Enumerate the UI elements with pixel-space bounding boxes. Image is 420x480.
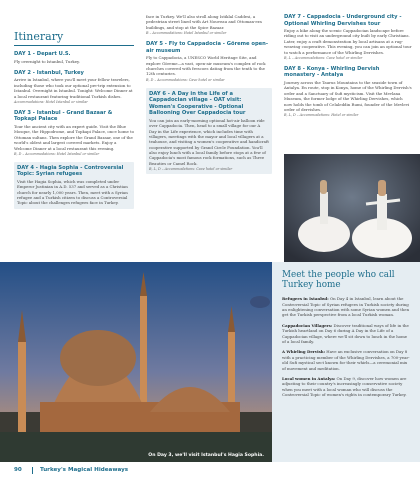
itinerary-day	[284, 66, 412, 117]
meet-paragraph-text: On Day 9, discover how women are adjusting to their country's increasingly conservative society when you meet with a local woman who will discuss the Controversial Topic of women's rights in contemporary Turkey.	[282, 375, 407, 398]
itinerary-column-1	[14, 30, 134, 215]
day-meals: B, D – Accommodations: Cave hotel or similar	[146, 77, 225, 82]
page-footer	[0, 462, 420, 480]
meet-the-people-box	[272, 262, 420, 462]
meet-paragraph	[282, 349, 412, 371]
day-body: face in Turkey. We'll also stroll along Istiklal Caddesi, a pedestrian street lined with Art Nouveau and Ottoman-era buildings, and stop at the Spice Bazaar.	[146, 14, 262, 30]
day-body: Visit the Hagia Sophia, which was completed under Emperor Justinian in A.D. 537 and served as a Christian church for nearly 1,000 years. Then, meet with a Syrian refugee and a Turkish citizen to discuss a Controversial Topic about the challenges refugees face in Turkey.	[17, 178, 128, 206]
itinerary-day	[14, 110, 134, 156]
day-heading: DAY 8 - Konya - Whirling Dervish monastery - Antalya	[284, 65, 380, 79]
meet-paragraph-text: Discover traditional ways of life in the Turkish heartland on Day 6 during A Day in the Life of a Cappadocian village, where we'll sit down to lunch in the home of a local family.	[282, 322, 409, 344]
itinerary-day	[284, 14, 412, 60]
meet-paragraph	[282, 376, 412, 398]
day-meals: Accommodations: Hotel Istanbul or similar	[14, 99, 88, 104]
itinerary-day	[146, 41, 272, 82]
day-body: Arrive in Istanbul, where you'll meet your fellow travelers, including those who took our optional pre-trip extension to Istanbul. Overnight in Istanbul. Tonight: Welcome Dinner at a local restaurant featuring traditional Turkish dishes.	[14, 77, 133, 99]
photo-caption: On Day 3, we'll visit Istanbul's Hagia Sophia.	[148, 453, 264, 458]
day-heading: DAY 4 - Hagia Sophia - Controversial Topic: Syrian refugees	[17, 164, 124, 178]
meet-paragraph-lead: Local women in Antalya:	[282, 375, 336, 381]
itinerary-day	[14, 70, 134, 104]
day-body: Tour the ancient city with an expert guide. Visit the Blue Mosque, the Hippodrome, and Topkapi Palace, once home to Ottoman sultans. Then explore the Grand Bazaar, one of the world's oldest and largest covered markets. Enjoy a Welcome Dinner at a local restaurant this evening.	[14, 123, 134, 151]
day-meals: B, L, D – Accommodations: Hotel or similar	[284, 113, 359, 118]
day-body: Enjoy a hike along the scenic Cappadocian landscape before riding out to visit an underground city built by early Christians. Later, enjoy a craft demonstration by local artisans at a rug-weaving cooperative. This evening, you can join an optional tour to watch a performance of the Whirling Dervishes.	[284, 28, 412, 55]
itinerary-day	[146, 14, 272, 35]
day-body: You can join an early-morning optional hot-air balloon ride over Cappadocia. Then, head to a small village for our A Day in the Life experience, which includes time with villagers, meetings with the mayor and local villagers at a teahouse, and visiting a women's cooperative and handicraft cooperative supported by Grand Circle Foundation. You'll also enjoy lunch with a local family before stops at a few of Cappadocia's most famous rock formations, such as Three Beauties or Camel Rock.	[149, 117, 269, 166]
day-heading: DAY 6 - A Day in the Life of a Cappadocian village - OAT visit: Women's Cooperative - Optional Ballooning Over Cappadocia tour	[149, 90, 246, 117]
itinerary-column-3	[284, 14, 412, 123]
day-body: Fly to Cappadocia, a UNESCO World Heritage Site, and explore Göreme—a vast, open-air museum's complex of rock churches covered with frescoes dating from the tenth to the 12th centuries.	[146, 55, 266, 77]
meet-paragraph-lead: A Whirling Dervish:	[282, 349, 326, 355]
hagia-sophia-photo	[0, 262, 272, 462]
meet-title: Meet the people who call Turkey home	[282, 270, 395, 291]
day-heading: DAY 2 - Istanbul, Turkey	[14, 69, 84, 76]
page-number: 90	[14, 467, 22, 473]
meet-paragraph-text: Have an exclusive conversation on Day 8 with a practicing member of the Whirling Dervishes, a 700-year-old Sufi mystical sect known for their whirls—a ceremonial mix of movement and meditation.	[282, 349, 410, 371]
day-body: Fly overnight to Istanbul, Turkey.	[14, 58, 80, 64]
footer-divider	[32, 467, 33, 474]
whirling-dervish-photo	[284, 154, 420, 262]
day-heading: DAY 5 - Fly to Cappadocia - Göreme open-air museum	[146, 41, 269, 54]
itinerary-day-highlight	[14, 162, 134, 209]
itinerary-title: Itinerary	[14, 30, 134, 46]
day-heading: DAY 1 - Depart U.S.	[14, 51, 71, 57]
itinerary-day-highlight	[146, 88, 272, 175]
meet-paragraph	[282, 323, 412, 345]
day-meals: B, L – Accommodations: Cave hotel or similar	[284, 55, 363, 60]
meet-paragraph	[282, 296, 412, 318]
meet-paragraph-lead: Refugees in Istanbul:	[282, 296, 329, 302]
meet-paragraph-text: On Day 4 in Istanbul, learn about the Controversial Topic of Syrian refugees in Turkish society during an enlightening conversation with some Syrian women and then get the Turkish perspective from a local Turkish woman.	[282, 296, 410, 318]
day-meals: B, L, D – Accommodations: Cave hotel or similar	[149, 167, 233, 172]
day-heading: DAY 7 - Cappadocia - Underground city - Optional Whirling Dervishes tour	[284, 14, 402, 27]
itinerary-column-2	[146, 14, 272, 180]
book-title: Turkey's Magical Hideaways	[40, 467, 129, 473]
day-body: Journey across the Taurus Mountains to the seaside town of Antalya. En route, stop in Konya, home of the Whirling Dervish's order and a Sanctuary of Sufi mysticism. Visit the Mevlana Museum, the former lodge of the Whirling Dervishes, which now holds the tomb of Celaleddin Rumi, founder of the Mevlevi order of dervishes.	[284, 79, 412, 112]
meet-paragraph-lead: Cappadocian Villagers:	[282, 322, 333, 328]
day-heading: DAY 3 - Istanbul - Grand Bazaar & Topkapi Palace	[14, 109, 113, 123]
day-meals: B, D – Accommodations: Hotel Istanbul or similar	[14, 151, 100, 156]
itinerary-day	[14, 51, 134, 64]
day-meals: B – Accommodations: Hotel Istanbul or similar	[146, 31, 227, 36]
